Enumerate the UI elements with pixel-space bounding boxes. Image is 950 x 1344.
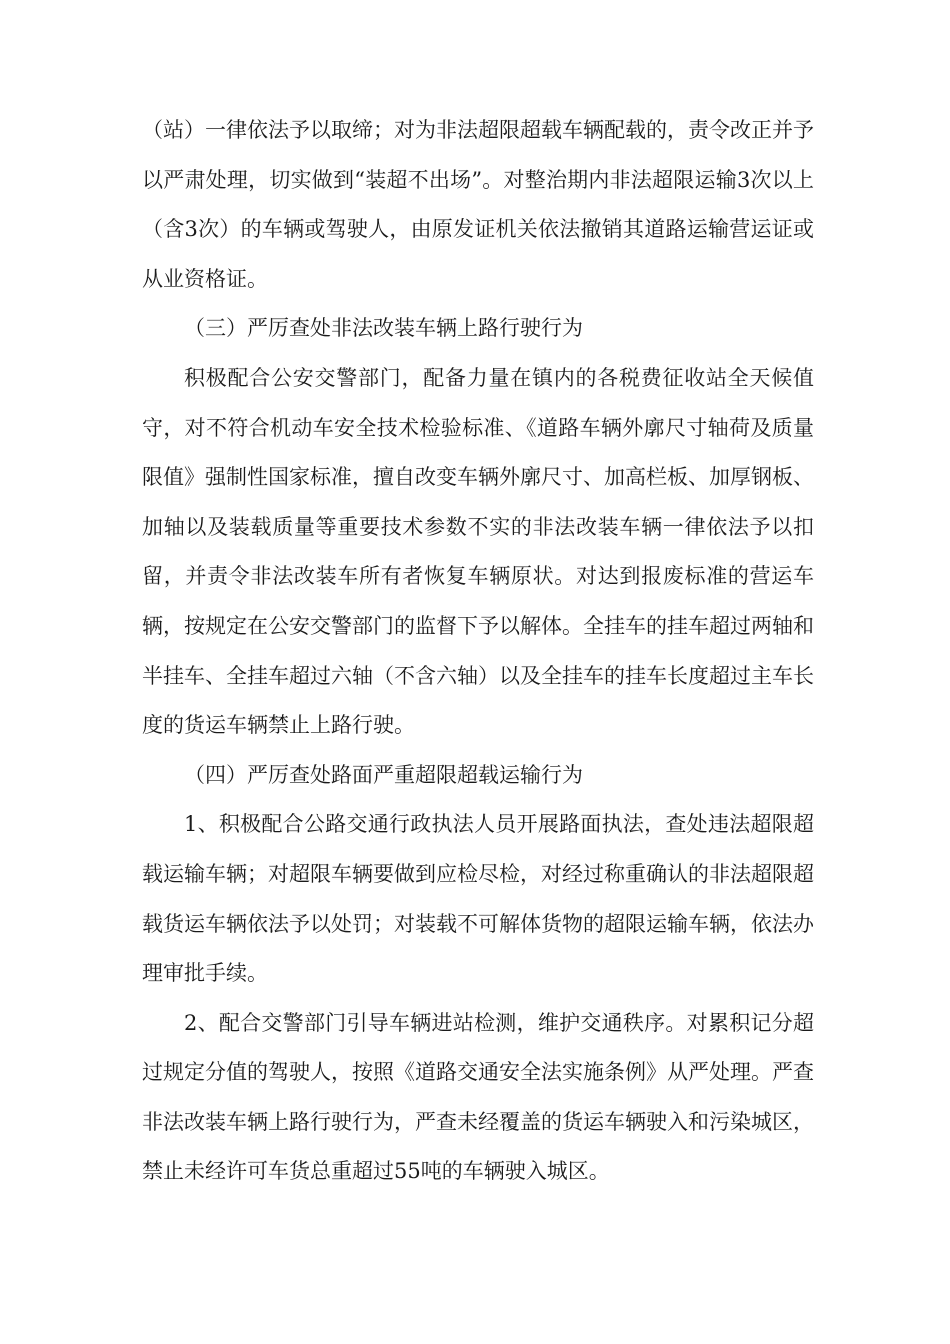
section-heading-3: （三）严厉查处非法改装车辆上路行驶行为	[184, 316, 583, 341]
paragraph-modified-vehicles: 积极配合公安交警部门，配备力量在镇内的各税费征收站全天候值守，对不符合机动车安全技术检验标准、《道路车辆外廓尺寸轴荷及质量限值》强制性国家标准，擅自改变车辆外廓尺寸、加高栏板、加厚钢板、加轴以及装载质量等重要技术参数不实的非法改装车辆一律依法予以扣留，并责令非法改装车所有者恢复车辆原状。对达到报废标准的营运车辆，按规定在公安交警部门的监督下予以解体。全挂车的挂车超过两轴和半挂车、全挂车超过六轴（不含六轴）以及全挂车的挂车长度超过主车长度的货运车辆禁止上路行驶。	[142, 365, 814, 738]
paragraph-continuation: （站）一律依法予以取缔；对为非法超限超载车辆配载的，责令改正并予以严肃处理，切实做到“装超不出场”。对整治期内非法超限运输3次以上（含3次）的车辆或驾驶人，由原发证机关依法撤销其道路运输营运证或从业资格证。	[142, 118, 814, 291]
paragraph-item-2: 2、配合交警部门引导车辆进站检测，维护交通秩序。对累积记分超过规定分值的驾驶人，按照《道路交通安全法实施条例》从严处理。严查非法改装车辆上路行驶行为，严查未经覆盖的货运车辆驶入和污染城区，禁止未经许可车货总重超过55吨的车辆驶入城区。	[142, 1010, 814, 1184]
section-heading-4: （四）严厉查处路面严重超限超载运输行为	[184, 762, 583, 787]
paragraph-item-1: 1、积极配合公路交通行政执法人员开展路面执法，查处违法超限超载运输车辆；对超限车辆要做到应检尽检，对经过称重确认的非法超限超载货运车辆依法予以处罚；对装载不可解体货物的超限运输车辆，依法办理审批手续。	[142, 812, 814, 986]
document-body	[142, 106, 814, 1197]
